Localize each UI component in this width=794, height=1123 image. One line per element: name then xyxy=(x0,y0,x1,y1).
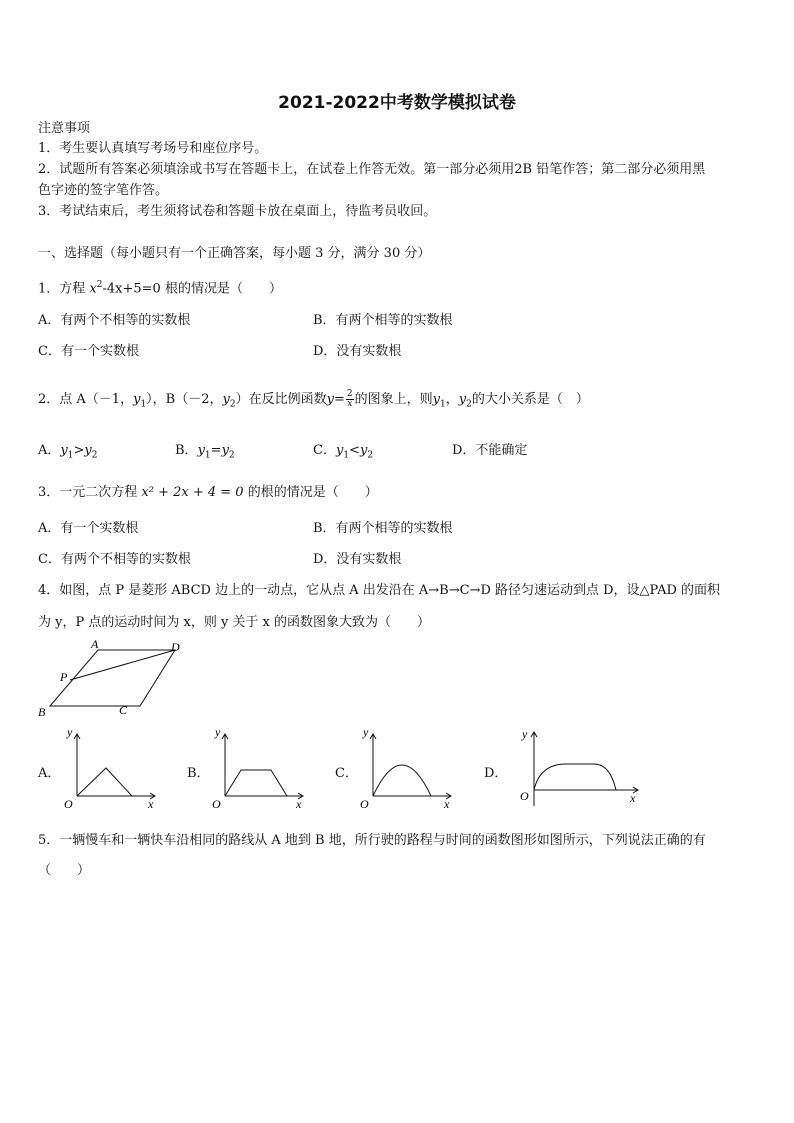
q4-option-a-label: A． xyxy=(38,766,61,781)
q2-text-d: 的图象上，则 xyxy=(354,392,433,407)
q2-option-b-y1: y xyxy=(197,443,205,458)
q2-text-e: ， xyxy=(445,392,459,407)
q2-y1-again: y xyxy=(432,392,440,407)
question-1 xyxy=(38,276,282,298)
x-label: x xyxy=(630,791,636,805)
q4-line-2: 为 y，P 点的运动时间为 x，则 y 关于 x 的函数图象大致为（ ） xyxy=(38,615,431,630)
q2-option-c-op: < xyxy=(349,443,360,458)
q2-sub1-again: 1 xyxy=(439,399,446,410)
section-heading: 一、选择题（每小题只有一个正确答案，每小题 3 分，满分 30 分） xyxy=(38,246,431,261)
rhombus-figure xyxy=(30,636,190,720)
q1-eq-rest: -4x+5=0 根的情况是（ ） xyxy=(102,281,282,297)
x-label: x xyxy=(148,797,154,811)
q2-option-a xyxy=(38,442,97,465)
q2-option-c-sub2: 2 xyxy=(367,450,374,461)
q1-option-d: D．没有实数根 xyxy=(313,344,402,359)
q2-option-a-y2: y xyxy=(84,443,92,458)
origin-label: O xyxy=(520,789,529,803)
q5-line-1: 5．一辆慢车和一辆快车沿相同的路线从 A 地到 B 地，所行驶的路程与时间的函数图形如图所示，下列说法正确的有 xyxy=(38,833,706,848)
q2-option-b-label: B． xyxy=(175,443,198,458)
q2-fraction xyxy=(346,390,354,409)
y-label: y xyxy=(67,725,73,739)
q2-sub2: 2 xyxy=(229,399,236,410)
q4-option-d-graph xyxy=(506,722,646,812)
origin-label: O xyxy=(360,797,369,811)
graph-curve xyxy=(225,770,287,796)
q3-option-a: A．有一个实数根 xyxy=(38,521,139,536)
q1-eq-sup: 2 xyxy=(96,280,103,290)
q4-option-c-label: C． xyxy=(335,766,358,781)
y-label: y xyxy=(522,727,528,741)
y-label: y xyxy=(215,725,221,739)
origin-label: O xyxy=(212,797,221,811)
q2-option-d: D．不能确定 xyxy=(452,443,528,458)
q2-option-a-y1: y xyxy=(60,443,68,458)
q3-equation: x² + 2x + 4 = 0 xyxy=(141,485,244,500)
notice-item: 色字迹的签字笔作答。 xyxy=(38,183,169,198)
q2-sub1: 1 xyxy=(140,399,147,410)
q2-option-a-sub2: 2 xyxy=(91,450,98,461)
notice-item: 3．考试结束后，考生须将试卷和答题卡放在桌面上，待监考员收回。 xyxy=(38,204,437,219)
label-b: B xyxy=(38,705,46,719)
q3-option-b: B．有两个相等的实数根 xyxy=(313,521,453,536)
page-title: 2021-2022中考数学模拟试卷 xyxy=(278,93,516,113)
x-label: x xyxy=(296,797,302,811)
q5-line-2: （ ） xyxy=(38,863,91,878)
q2-option-c-y2: y xyxy=(359,443,368,458)
q1-eq-x: x xyxy=(89,281,97,297)
q2-text-c: ）在反比例函数 xyxy=(235,392,327,407)
graph-curve xyxy=(77,768,132,796)
x-label: x xyxy=(444,797,450,811)
q1-option-a: A．有两个不相等的实数根 xyxy=(38,313,191,328)
notice-heading: 注意事项 xyxy=(38,121,91,136)
q2-y2: y xyxy=(222,392,230,407)
question-3 xyxy=(38,484,378,502)
origin-label: O xyxy=(64,797,73,811)
q2-fraction-den: x xyxy=(347,399,353,409)
q2-y2-again: y xyxy=(458,392,467,407)
q3-suffix: 的根的情况是（ ） xyxy=(243,485,378,500)
q2-option-c-sub1: 1 xyxy=(343,450,350,461)
q1-option-c: C．有一个实数根 xyxy=(38,344,139,359)
q4-option-b-graph xyxy=(208,724,318,814)
q2-option-b xyxy=(175,442,235,465)
q2-text-a: 2．点 A（－1， xyxy=(38,392,134,407)
q2-option-b-sub2: 2 xyxy=(228,450,235,461)
q4-option-d-label: D． xyxy=(484,766,508,781)
q2-option-b-y2: y xyxy=(221,443,229,458)
q3-option-d: D．没有实数根 xyxy=(313,552,402,567)
graph-curve xyxy=(534,764,616,790)
q2-option-a-label: A． xyxy=(38,443,61,458)
q2-y1: y xyxy=(133,392,141,407)
q4-option-b-label: B． xyxy=(187,766,210,781)
q3-prefix: 3．一元二次方程 xyxy=(38,485,142,500)
rhombus-shape xyxy=(50,650,175,706)
q2-fraction-num: 2 xyxy=(346,389,353,399)
label-c: C xyxy=(119,703,128,717)
q2-option-b-sub1: 1 xyxy=(204,450,211,461)
q2-sub2-again: 2 xyxy=(466,399,472,410)
q2-option-a-op: > xyxy=(73,443,85,458)
q2-eq: = xyxy=(333,392,345,407)
q3-option-c: C．有两个不相等的实数根 xyxy=(38,552,191,567)
label-p: P xyxy=(60,670,68,684)
notice-item: 1．考生要认真填写考场号和座位序号。 xyxy=(38,141,268,156)
label-a: A xyxy=(91,637,99,651)
notice-item: 2．试题所有答案必须填涂或书写在答题卡上，在试卷上作答无效。第一部分必须用2B 铅笔作答；第二部分必须用黑 xyxy=(38,162,706,177)
label-d: D xyxy=(171,640,180,654)
graph-curve xyxy=(373,765,431,796)
q1-prefix: 1．方程 xyxy=(38,281,90,297)
q2-text-b: ），B（－2， xyxy=(146,392,223,407)
q2-option-a-sub1: 1 xyxy=(67,450,74,461)
q2-option-c-y1: y xyxy=(335,443,344,458)
q1-option-b: B．有两个相等的实数根 xyxy=(313,313,453,328)
q2-option-c xyxy=(313,442,373,465)
q4-option-a-graph xyxy=(60,724,170,814)
q2-option-c-label: C． xyxy=(313,443,336,458)
question-2 xyxy=(38,390,589,414)
q2-fn: y xyxy=(326,392,334,407)
q2-option-b-op: = xyxy=(210,443,222,458)
q2-text-f: 的大小关系是（ ） xyxy=(471,392,589,407)
y-label: y xyxy=(363,725,369,739)
q4-line-1: 4．如图，点 P 是菱形 ABCD 边上的一动点，它从点 A 出发沿在 A→B→C→D 路径匀速运动到点 D，设△PAD 的面积 xyxy=(38,583,721,598)
q4-option-c-graph xyxy=(356,724,466,814)
